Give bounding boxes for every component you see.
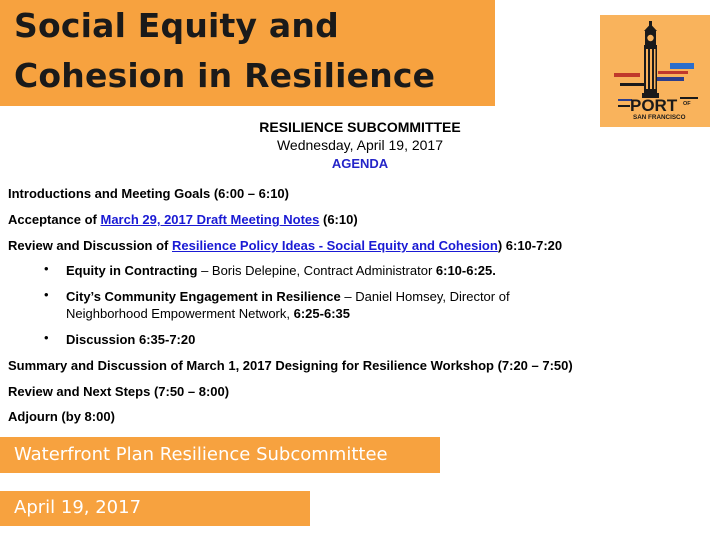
agenda-item-summary: Summary and Discussion of March 1, 2017 Designing for Resilience Workshop (7:20 – 7:50): [8, 358, 573, 373]
logo-word-port: PORT: [630, 96, 678, 115]
agenda-item-introductions: Introductions and Meeting Goals (6:00 – 6:10): [8, 186, 289, 201]
logo-word-of: OF: [683, 101, 691, 107]
meeting-notes-link[interactable]: March 29, 2017 Draft Meeting Notes: [100, 212, 320, 227]
footer-date-text: April 19, 2017: [14, 497, 142, 518]
bullet-text: – Daniel Homsey, Director of: [340, 289, 510, 304]
bullet-bold: Discussion 6:35-7:20: [66, 332, 196, 347]
policy-ideas-link[interactable]: Resilience Policy Ideas - Social Equity and Cohesion: [172, 238, 498, 253]
committee-name: RESILIENCE SUBCOMMITTEE: [259, 119, 461, 135]
bullet-text: – Boris Delepine, Contract Administrator: [197, 263, 436, 278]
page-title-line-1: Social Equity and: [14, 6, 339, 45]
port-of-san-francisco-logo: [600, 15, 710, 127]
agenda-item-next-steps: Review and Next Steps (7:50 – 8:00): [8, 384, 230, 399]
title-banner: [0, 0, 495, 106]
page-title-line-2: Cohesion in Resilience: [14, 56, 436, 95]
acceptance-time: (6:10): [319, 212, 358, 227]
bullet-continuation: [66, 306, 350, 321]
acceptance-prefix: Acceptance of: [8, 212, 101, 227]
agenda-item-adjourn: Adjourn (by 8:00): [8, 409, 115, 424]
footer-plan-banner: [0, 437, 440, 473]
bullet-time: 6:25-6:35: [293, 306, 350, 321]
footer-date-banner: [0, 491, 310, 526]
agenda-item-review: [8, 238, 562, 253]
review-prefix: Review and Discussion of: [8, 238, 172, 253]
meeting-date: Wednesday, April 19, 2017: [276, 137, 444, 153]
footer-plan-text: Waterfront Plan Resilience Subcommittee: [14, 444, 388, 465]
bullet-icon: •: [44, 261, 49, 276]
bullet-text: Neighborhood Empowerment Network,: [66, 306, 294, 321]
bullet-bold: Equity in Contracting: [66, 263, 198, 278]
review-time: ) 6:10-7:20: [497, 238, 563, 253]
bullet-icon: •: [44, 330, 49, 345]
bullet-icon: •: [44, 287, 49, 302]
logo-city: SAN FRANCISCO: [633, 114, 686, 121]
agenda-heading: AGENDA: [331, 156, 389, 171]
bullet-time: 6:10-6:25.: [435, 263, 496, 278]
agenda-item-acceptance: [8, 212, 358, 227]
bullet-bold: City’s Community Engagement in Resilience: [66, 289, 341, 304]
